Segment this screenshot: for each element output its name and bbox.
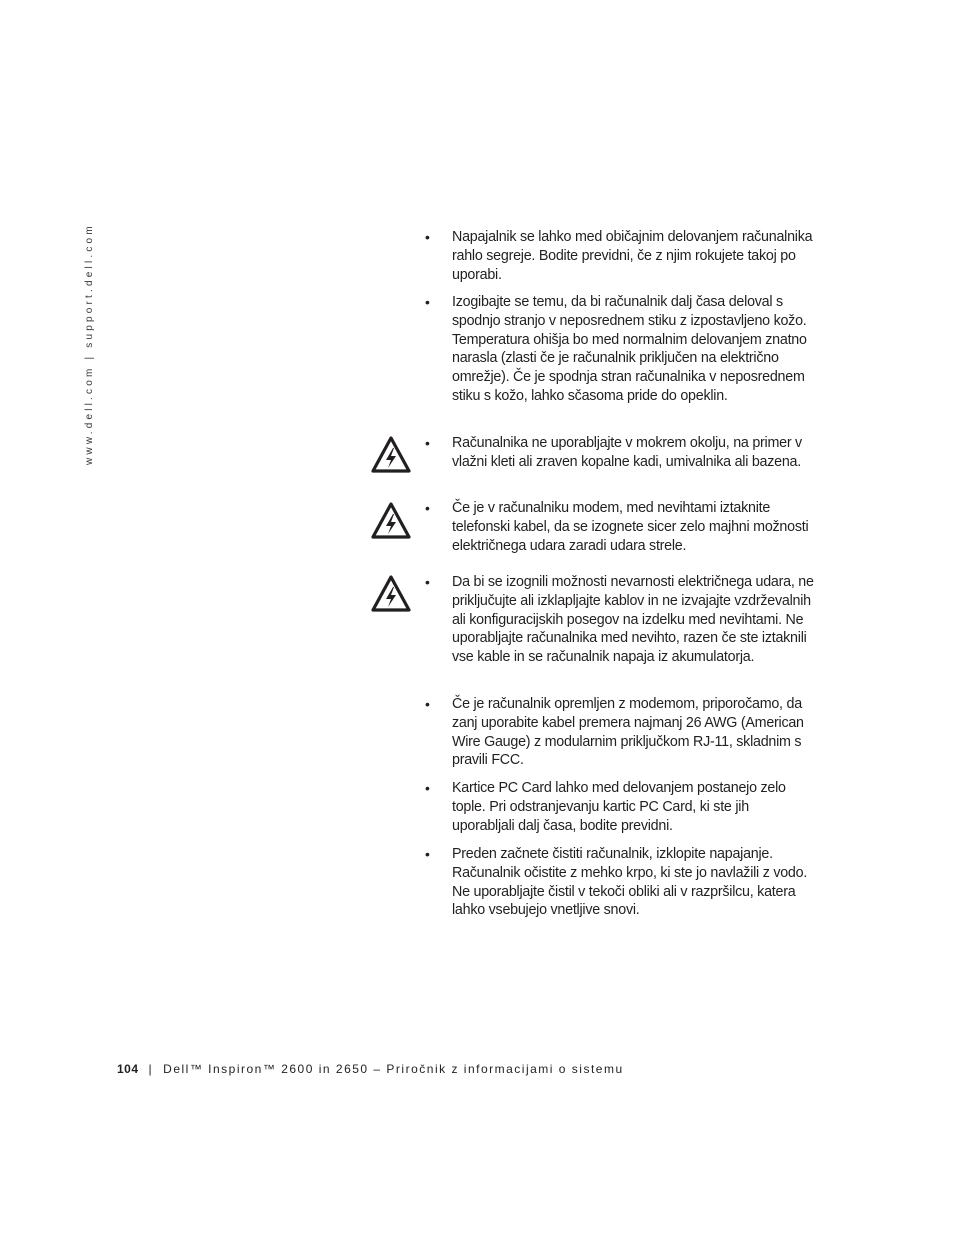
bullet-dot: • bbox=[425, 229, 430, 245]
bullet-text: Da bi se izognili možnosti nevarnosti električnega udara, ne priključujte ali izklapljajte kablov in ne izvajajte vzdrževalnih ali konfiguracijskih posegov na izdelku med nevihtami. Ne uporabljajte računalnika med nevihto, razen če ste iztaknili vse kable in se računalnik napaja iz akumulatorja. bbox=[452, 574, 814, 666]
bullet-dot: • bbox=[425, 435, 430, 451]
list-item bbox=[425, 434, 815, 472]
bullet-dot: • bbox=[425, 574, 430, 590]
bullet-text: Kartice PC Card lahko med delovanjem postanejo zelo tople. Pri odstranjevanju kartic PC Card, ki ste jih uporabljali dalj časa, bodite previdni. bbox=[452, 780, 786, 834]
list-item bbox=[425, 695, 815, 770]
list-item bbox=[425, 499, 815, 555]
page-footer bbox=[117, 1062, 624, 1076]
electric-shock-warning-icon bbox=[371, 575, 411, 613]
electric-shock-warning-icon bbox=[371, 436, 411, 474]
footer-separator: | bbox=[148, 1062, 154, 1076]
list-item bbox=[425, 228, 815, 284]
bullet-text: Če je računalnik opremljen z modemom, priporočamo, da zanj uporabite kabel premera najmanj 26 AWG (American Wire Gauge) z modularnim priključkom RJ-11, skladnim s pravili FCC. bbox=[452, 696, 804, 769]
bullet-text: Preden začnete čistiti računalnik, izklopite napajanje. Računalnik očistite z mehko krpo, ki ste jo navlažili z vodo. Ne uporabljajte čistil v tekoči obliki ali v razpršilcu, katera lahko vsebujejo vnetljive snovi. bbox=[452, 846, 808, 919]
sidebar-url: www.dell.com | support.dell.com bbox=[84, 223, 95, 465]
bullet-text: Napajalnik se lahko med običajnim delovanjem računalnika rahlo segreje. Bodite previdni, če z njim rokujete takoj po uporabi. bbox=[452, 229, 813, 283]
bullet-dot: • bbox=[425, 696, 430, 712]
list-item bbox=[425, 845, 815, 920]
electric-shock-warning-icon bbox=[371, 502, 411, 540]
list-item bbox=[425, 779, 815, 835]
bullet-dot: • bbox=[425, 500, 430, 516]
bullet-dot: • bbox=[425, 780, 430, 796]
list-item bbox=[425, 573, 815, 667]
bullet-dot: • bbox=[425, 294, 430, 310]
list-item bbox=[425, 293, 815, 406]
bullet-dot: • bbox=[425, 846, 430, 862]
bullet-text: Računalnika ne uporabljajte v mokrem okolju, na primer v vlažni kleti ali zraven kopalne kadi, umivalnika ali bazena. bbox=[452, 435, 802, 470]
page-number: 104 bbox=[117, 1062, 139, 1076]
footer-title: Dell™ Inspiron™ 2600 in 2650 – Priročnik z informacijami o sistemu bbox=[163, 1062, 624, 1076]
bullet-text: Če je v računalniku modem, med nevihtami iztaknite telefonski kabel, da se izognete sicer zelo majhni možnosti električnega udara zaradi udara strele. bbox=[452, 500, 809, 554]
bullet-text: Izogibajte se temu, da bi računalnik dalj časa deloval s spodnjo stranjo v neposrednem stiku z izpostavljeno kožo. Temperatura ohišja bo med normalnim delovanjem znatno narasla (zlasti če je računalnik priključen na električno omrežje). Če je spodnja stran računalnika v neposrednem stiku s kožo, lahko sčasoma pride do opeklin. bbox=[452, 294, 807, 404]
